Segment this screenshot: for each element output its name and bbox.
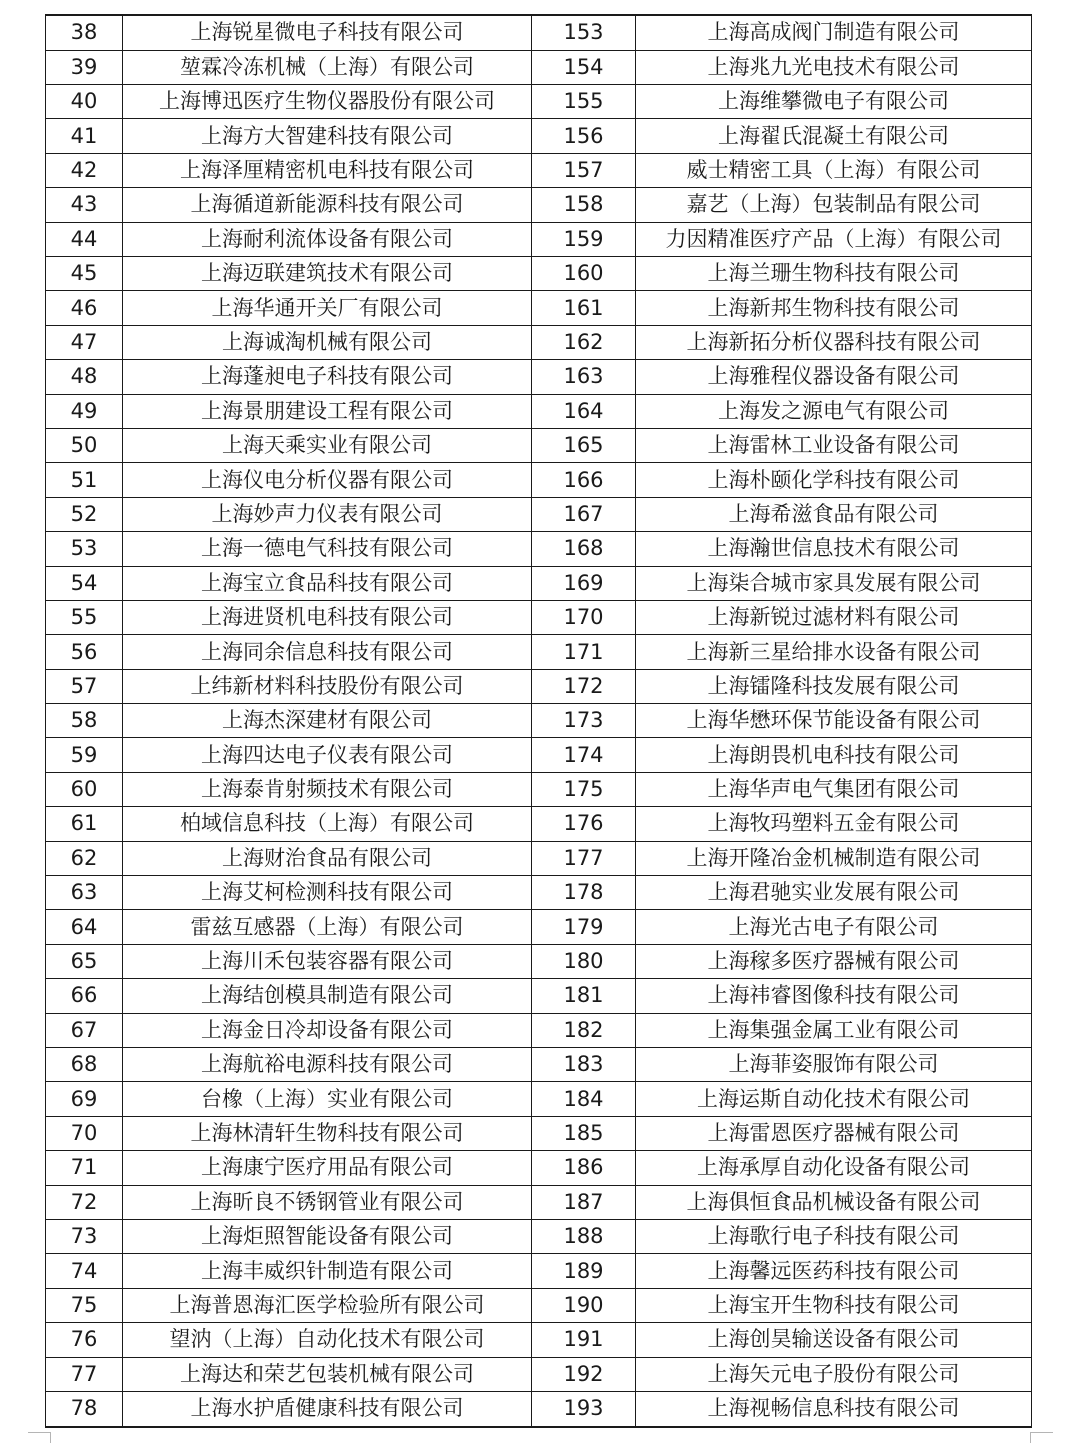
right-company-cell: 上海新拓分析仪器科技有限公司	[636, 325, 1032, 359]
left-number-cell: 78	[46, 1391, 123, 1427]
right-number-cell: 162	[532, 325, 636, 359]
right-company-cell: 上海菲姿服饰有限公司	[636, 1048, 1032, 1082]
right-number-cell: 165	[532, 428, 636, 462]
left-number-cell: 66	[46, 979, 123, 1013]
company-list-table	[45, 14, 1032, 1428]
right-company-cell: 上海视畅信息科技有限公司	[636, 1391, 1032, 1427]
left-number-cell: 76	[46, 1323, 123, 1357]
left-company-cell: 望汭（上海）自动化技术有限公司	[123, 1323, 532, 1357]
right-company-cell: 上海稼多医疗器械有限公司	[636, 944, 1032, 978]
left-number-cell: 54	[46, 566, 123, 600]
table-row	[46, 841, 1032, 875]
table-row	[46, 497, 1032, 531]
left-company-cell: 上海金日冷却设备有限公司	[123, 1013, 532, 1047]
right-number-cell: 160	[532, 257, 636, 291]
left-company-cell: 上海同余信息科技有限公司	[123, 635, 532, 669]
left-number-cell: 63	[46, 876, 123, 910]
right-company-cell: 上海矢元电子股份有限公司	[636, 1357, 1032, 1391]
right-number-cell: 181	[532, 979, 636, 1013]
left-number-cell: 51	[46, 463, 123, 497]
left-company-cell: 上海艾柯检测科技有限公司	[123, 876, 532, 910]
table-row	[46, 1048, 1032, 1082]
left-number-cell: 48	[46, 360, 123, 394]
left-company-cell: 上纬新材料科技股份有限公司	[123, 669, 532, 703]
table-row	[46, 1254, 1032, 1288]
left-number-cell: 41	[46, 119, 123, 153]
right-company-cell: 上海翟氏混凝土有限公司	[636, 119, 1032, 153]
left-company-cell: 上海林清轩生物科技有限公司	[123, 1116, 532, 1150]
right-company-cell: 威士精密工具（上海）有限公司	[636, 153, 1032, 187]
left-number-cell: 59	[46, 738, 123, 772]
left-number-cell: 64	[46, 910, 123, 944]
right-company-cell: 上海华懋环保节能设备有限公司	[636, 704, 1032, 738]
table-row	[46, 50, 1032, 84]
left-number-cell: 44	[46, 222, 123, 256]
right-number-cell: 177	[532, 841, 636, 875]
left-number-cell: 57	[46, 669, 123, 703]
table-row	[46, 910, 1032, 944]
table-row	[46, 291, 1032, 325]
right-number-cell: 188	[532, 1219, 636, 1253]
table-row	[46, 153, 1032, 187]
table-row	[46, 1391, 1032, 1427]
left-company-cell: 上海水护盾健康科技有限公司	[123, 1391, 532, 1427]
right-number-cell: 153	[532, 15, 636, 50]
table-row	[46, 772, 1032, 806]
right-company-cell: 上海兰珊生物科技有限公司	[636, 257, 1032, 291]
right-company-cell: 上海歌行电子科技有限公司	[636, 1219, 1032, 1253]
right-number-cell: 176	[532, 807, 636, 841]
table-row	[46, 15, 1032, 50]
right-company-cell: 上海兆九光电技术有限公司	[636, 50, 1032, 84]
right-number-cell: 161	[532, 291, 636, 325]
right-number-cell: 155	[532, 85, 636, 119]
page-corner-mark-right	[1030, 1432, 1053, 1443]
left-number-cell: 39	[46, 50, 123, 84]
right-company-cell: 上海创昊输送设备有限公司	[636, 1323, 1032, 1357]
table-row	[46, 566, 1032, 600]
right-company-cell: 上海高成阀门制造有限公司	[636, 15, 1032, 50]
left-company-cell: 上海康宁医疗用品有限公司	[123, 1151, 532, 1185]
right-number-cell: 189	[532, 1254, 636, 1288]
left-number-cell: 65	[46, 944, 123, 978]
left-company-cell: 上海循道新能源科技有限公司	[123, 188, 532, 222]
left-company-cell: 上海妙声力仪表有限公司	[123, 497, 532, 531]
left-company-cell: 上海财治食品有限公司	[123, 841, 532, 875]
right-number-cell: 192	[532, 1357, 636, 1391]
table-row	[46, 944, 1032, 978]
left-number-cell: 38	[46, 15, 123, 50]
left-company-cell: 上海结创模具制造有限公司	[123, 979, 532, 1013]
left-company-cell: 上海达和荣艺包装机械有限公司	[123, 1357, 532, 1391]
left-company-cell: 上海耐利流体设备有限公司	[123, 222, 532, 256]
right-number-cell: 169	[532, 566, 636, 600]
left-company-cell: 上海华通开关厂有限公司	[123, 291, 532, 325]
right-company-cell: 上海雅程仪器设备有限公司	[636, 360, 1032, 394]
left-number-cell: 55	[46, 600, 123, 634]
table-row	[46, 600, 1032, 634]
left-company-cell: 上海仪电分析仪器有限公司	[123, 463, 532, 497]
right-number-cell: 164	[532, 394, 636, 428]
right-company-cell: 上海柒合城市家具发展有限公司	[636, 566, 1032, 600]
left-company-cell: 上海蓬昶电子科技有限公司	[123, 360, 532, 394]
left-company-cell: 上海川禾包装容器有限公司	[123, 944, 532, 978]
table-row	[46, 669, 1032, 703]
left-number-cell: 52	[46, 497, 123, 531]
left-company-cell: 上海迈联建筑技术有限公司	[123, 257, 532, 291]
table-row	[46, 1185, 1032, 1219]
left-company-cell: 上海炬照智能设备有限公司	[123, 1219, 532, 1253]
left-number-cell: 62	[46, 841, 123, 875]
right-company-cell: 上海馨远医药科技有限公司	[636, 1254, 1032, 1288]
left-number-cell: 60	[46, 772, 123, 806]
right-company-cell: 上海维攀微电子有限公司	[636, 85, 1032, 119]
left-company-cell: 上海天乘实业有限公司	[123, 428, 532, 462]
right-company-cell: 上海祎睿图像科技有限公司	[636, 979, 1032, 1013]
left-number-cell: 42	[46, 153, 123, 187]
right-number-cell: 175	[532, 772, 636, 806]
right-number-cell: 174	[532, 738, 636, 772]
left-number-cell: 70	[46, 1116, 123, 1150]
table-row	[46, 1116, 1032, 1150]
left-number-cell: 77	[46, 1357, 123, 1391]
table-row	[46, 807, 1032, 841]
right-company-cell: 上海华声电气集团有限公司	[636, 772, 1032, 806]
right-number-cell: 179	[532, 910, 636, 944]
left-number-cell: 58	[46, 704, 123, 738]
right-company-cell: 上海雷林工业设备有限公司	[636, 428, 1032, 462]
table-row	[46, 222, 1032, 256]
right-number-cell: 190	[532, 1288, 636, 1322]
left-number-cell: 72	[46, 1185, 123, 1219]
left-company-cell: 上海锐星微电子科技有限公司	[123, 15, 532, 50]
left-number-cell: 56	[46, 635, 123, 669]
right-company-cell: 上海瀚世信息技术有限公司	[636, 532, 1032, 566]
table-row	[46, 738, 1032, 772]
table-row	[46, 635, 1032, 669]
left-company-cell: 上海方大智建科技有限公司	[123, 119, 532, 153]
left-number-cell: 71	[46, 1151, 123, 1185]
right-number-cell: 193	[532, 1391, 636, 1427]
right-number-cell: 172	[532, 669, 636, 703]
left-company-cell: 上海景朋建设工程有限公司	[123, 394, 532, 428]
table-row	[46, 876, 1032, 910]
left-number-cell: 49	[46, 394, 123, 428]
right-number-cell: 168	[532, 532, 636, 566]
right-number-cell: 171	[532, 635, 636, 669]
right-number-cell: 167	[532, 497, 636, 531]
left-company-cell: 上海诚淘机械有限公司	[123, 325, 532, 359]
page-corner-mark-left	[28, 1432, 51, 1443]
right-number-cell: 156	[532, 119, 636, 153]
right-company-cell: 上海俱恒食品机械设备有限公司	[636, 1185, 1032, 1219]
left-number-cell: 61	[46, 807, 123, 841]
left-company-cell: 上海丰威织针制造有限公司	[123, 1254, 532, 1288]
right-company-cell: 上海雷恩医疗器械有限公司	[636, 1116, 1032, 1150]
right-number-cell: 183	[532, 1048, 636, 1082]
table-row	[46, 1323, 1032, 1357]
right-company-cell: 嘉艺（上海）包装制品有限公司	[636, 188, 1032, 222]
right-company-cell: 上海新邦生物科技有限公司	[636, 291, 1032, 325]
table-row	[46, 1013, 1032, 1047]
left-company-cell: 雷兹互感器（上海）有限公司	[123, 910, 532, 944]
right-company-cell: 上海承厚自动化设备有限公司	[636, 1151, 1032, 1185]
right-number-cell: 154	[532, 50, 636, 84]
left-company-cell: 柏域信息科技（上海）有限公司	[123, 807, 532, 841]
left-number-cell: 47	[46, 325, 123, 359]
left-number-cell: 43	[46, 188, 123, 222]
right-number-cell: 187	[532, 1185, 636, 1219]
right-company-cell: 上海光古电子有限公司	[636, 910, 1032, 944]
left-company-cell: 堃霖冷冻机械（上海）有限公司	[123, 50, 532, 84]
left-company-cell: 上海杰深建材有限公司	[123, 704, 532, 738]
table-row	[46, 1082, 1032, 1116]
table-row	[46, 1288, 1032, 1322]
left-company-cell: 上海四达电子仪表有限公司	[123, 738, 532, 772]
left-company-cell: 台橡（上海）实业有限公司	[123, 1082, 532, 1116]
right-company-cell: 上海朴颐化学科技有限公司	[636, 463, 1032, 497]
right-number-cell: 178	[532, 876, 636, 910]
table-row	[46, 1219, 1032, 1253]
table-row	[46, 394, 1032, 428]
left-number-cell: 69	[46, 1082, 123, 1116]
left-company-cell: 上海昕良不锈钢管业有限公司	[123, 1185, 532, 1219]
table-row	[46, 188, 1032, 222]
table-row	[46, 325, 1032, 359]
right-number-cell: 173	[532, 704, 636, 738]
table-row	[46, 85, 1032, 119]
table-row	[46, 532, 1032, 566]
right-company-cell: 上海集强金属工业有限公司	[636, 1013, 1032, 1047]
right-company-cell: 上海镭隆科技发展有限公司	[636, 669, 1032, 703]
table-row	[46, 1357, 1032, 1391]
left-company-cell: 上海普恩海汇医学检验所有限公司	[123, 1288, 532, 1322]
company-list-sheet	[45, 14, 1031, 1428]
company-list-body	[46, 15, 1032, 1427]
right-company-cell: 上海君驰实业发展有限公司	[636, 876, 1032, 910]
right-company-cell: 上海牧玛塑料五金有限公司	[636, 807, 1032, 841]
table-row	[46, 428, 1032, 462]
left-number-cell: 46	[46, 291, 123, 325]
right-company-cell: 上海发之源电气有限公司	[636, 394, 1032, 428]
left-number-cell: 74	[46, 1254, 123, 1288]
table-row	[46, 463, 1032, 497]
left-number-cell: 50	[46, 428, 123, 462]
right-company-cell: 力因精准医疗产品（上海）有限公司	[636, 222, 1032, 256]
table-row	[46, 704, 1032, 738]
table-row	[46, 119, 1032, 153]
right-number-cell: 184	[532, 1082, 636, 1116]
left-number-cell: 68	[46, 1048, 123, 1082]
right-number-cell: 157	[532, 153, 636, 187]
left-number-cell: 73	[46, 1219, 123, 1253]
right-company-cell: 上海朗畏机电科技有限公司	[636, 738, 1032, 772]
left-company-cell: 上海泰肯射频技术有限公司	[123, 772, 532, 806]
left-company-cell: 上海博迅医疗生物仪器股份有限公司	[123, 85, 532, 119]
table-row	[46, 257, 1032, 291]
right-company-cell: 上海运斯自动化技术有限公司	[636, 1082, 1032, 1116]
table-row	[46, 1151, 1032, 1185]
right-number-cell: 186	[532, 1151, 636, 1185]
left-company-cell: 上海宝立食品科技有限公司	[123, 566, 532, 600]
right-number-cell: 170	[532, 600, 636, 634]
left-number-cell: 40	[46, 85, 123, 119]
left-number-cell: 67	[46, 1013, 123, 1047]
left-number-cell: 53	[46, 532, 123, 566]
right-number-cell: 158	[532, 188, 636, 222]
left-company-cell: 上海航裕电源科技有限公司	[123, 1048, 532, 1082]
table-row	[46, 360, 1032, 394]
right-company-cell: 上海新三星给排水设备有限公司	[636, 635, 1032, 669]
left-company-cell: 上海泽厘精密机电科技有限公司	[123, 153, 532, 187]
right-number-cell: 166	[532, 463, 636, 497]
left-number-cell: 45	[46, 257, 123, 291]
right-number-cell: 182	[532, 1013, 636, 1047]
right-number-cell: 191	[532, 1323, 636, 1357]
left-company-cell: 上海进贤机电科技有限公司	[123, 600, 532, 634]
table-row	[46, 979, 1032, 1013]
right-company-cell: 上海希滋食品有限公司	[636, 497, 1032, 531]
left-number-cell: 75	[46, 1288, 123, 1322]
right-number-cell: 163	[532, 360, 636, 394]
right-company-cell: 上海宝开生物科技有限公司	[636, 1288, 1032, 1322]
left-company-cell: 上海一德电气科技有限公司	[123, 532, 532, 566]
right-company-cell: 上海开隆冶金机械制造有限公司	[636, 841, 1032, 875]
right-number-cell: 185	[532, 1116, 636, 1150]
right-company-cell: 上海新锐过滤材料有限公司	[636, 600, 1032, 634]
right-number-cell: 159	[532, 222, 636, 256]
right-number-cell: 180	[532, 944, 636, 978]
